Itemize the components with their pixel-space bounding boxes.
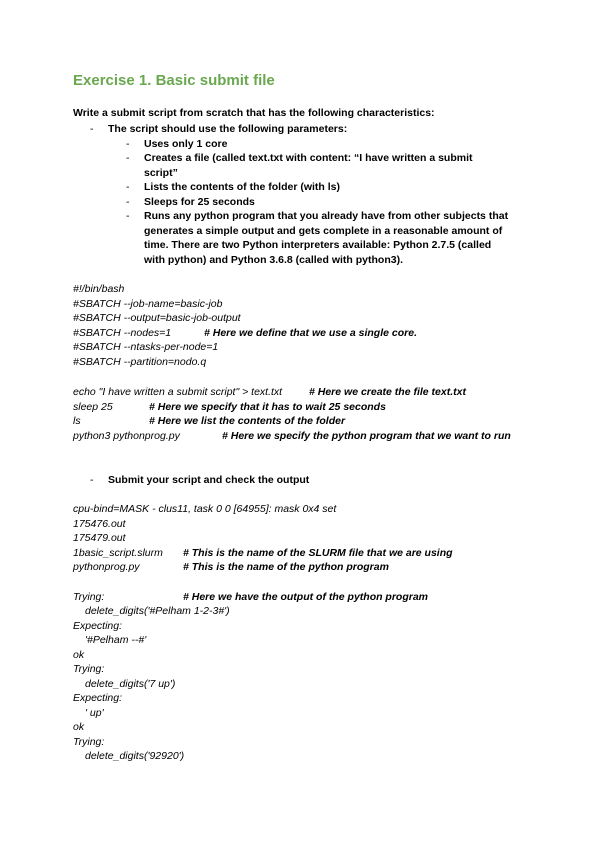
code-line <box>73 385 466 400</box>
intro-text: Write a submit script from scratch that has the following characteristics: <box>73 107 435 119</box>
output-line: Expecting: <box>73 620 123 632</box>
dash-bullet: - <box>90 123 94 135</box>
output-line <box>73 546 453 561</box>
output-line: 175479.out <box>73 532 126 544</box>
list-item <box>126 180 504 195</box>
list-item-text: The script should use the following parameters: <box>108 123 348 135</box>
list-item <box>90 473 310 488</box>
list-item-text: Submit your script and check the output <box>108 474 310 486</box>
output-line: ok <box>73 649 85 661</box>
list-item <box>126 195 504 210</box>
output-line: cpu-bind=MASK - clus11, task 0 0 [64955]: mask 0x4 set <box>73 503 337 515</box>
dash-bullet: - <box>90 474 94 486</box>
output-line: '#Pelham --#' <box>85 634 147 646</box>
code-text: Trying: <box>73 591 105 603</box>
output-line <box>73 560 389 575</box>
output-line: ok <box>73 721 85 733</box>
list-item-text: Uses only 1 core <box>144 138 228 150</box>
code-line: #!/bin/bash <box>73 283 125 295</box>
output-line: delete_digits('7 up') <box>85 678 176 690</box>
dash-bullet: - <box>126 152 130 164</box>
dash-bullet: - <box>126 196 130 208</box>
output-line: Expecting: <box>73 692 123 704</box>
code-line: #SBATCH --output=basic-job-output <box>73 312 241 324</box>
code-text: #SBATCH --nodes=1 <box>73 327 172 339</box>
output-line: Trying: <box>73 663 105 675</box>
dash-bullet: - <box>126 210 130 222</box>
code-line: #SBATCH --partition=nodo.q <box>73 356 207 368</box>
output-line: Trying: <box>73 736 105 748</box>
list-item-text: Sleeps for 25 seconds <box>144 196 255 208</box>
code-line: #SBATCH --ntasks-per-node=1 <box>73 341 219 353</box>
exercise-heading: Exercise 1. Basic submit file <box>73 72 275 89</box>
dash-bullet: - <box>126 138 130 150</box>
list-item-text: Runs any python program that you already have from other subjects that generates a simple output and gets complete in a reasonable amount of time. There are two Python interpreters available: Python 2.7.5 (called with python) and Python 3.6.8 (called with python3). <box>144 210 509 266</box>
code-comment: # Here we specify that it has to wait 25 seconds <box>149 401 386 413</box>
list-item <box>90 122 348 137</box>
dash-bullet: - <box>126 181 130 193</box>
output-line <box>73 590 429 605</box>
output-line: 175476.out <box>73 518 126 530</box>
code-comment: # Here we list the contents of the folder <box>149 415 346 427</box>
code-line <box>73 414 346 429</box>
code-text: echo "I have written a submit script" > text.txt <box>73 386 283 398</box>
code-line <box>73 400 386 415</box>
output-line: delete_digits('#Pelham 1-2-3#') <box>85 605 230 617</box>
code-line <box>73 326 417 341</box>
code-comment: # Here we define that we use a single core. <box>204 327 417 339</box>
list-item-text: Creates a file (called text.txt with content: “I have written a submit script” <box>144 152 473 179</box>
code-comment: # This is the name of the SLURM file that we are using <box>183 547 453 559</box>
list-item <box>126 137 504 152</box>
code-text: pythonprog.py <box>73 561 140 573</box>
list-item <box>126 209 514 267</box>
code-text: python3 pythonprog.py <box>73 430 180 442</box>
code-text: 1basic_script.slurm <box>73 547 163 559</box>
code-text: ls <box>73 415 81 427</box>
code-comment: # Here we have the output of the python program <box>183 591 429 603</box>
output-line: delete_digits('92920') <box>85 750 185 762</box>
output-line: ' up' <box>85 707 104 719</box>
list-item <box>126 151 504 180</box>
code-line <box>73 429 511 444</box>
code-comment: # This is the name of the python program <box>183 561 389 573</box>
code-line: #SBATCH --job-name=basic-job <box>73 298 223 310</box>
list-item-text: Lists the contents of the folder (with ls) <box>144 181 341 193</box>
code-text: sleep 25 <box>73 401 113 413</box>
code-comment: # Here we create the file text.txt <box>309 386 466 398</box>
code-comment: # Here we specify the python program that we want to run <box>222 430 511 442</box>
